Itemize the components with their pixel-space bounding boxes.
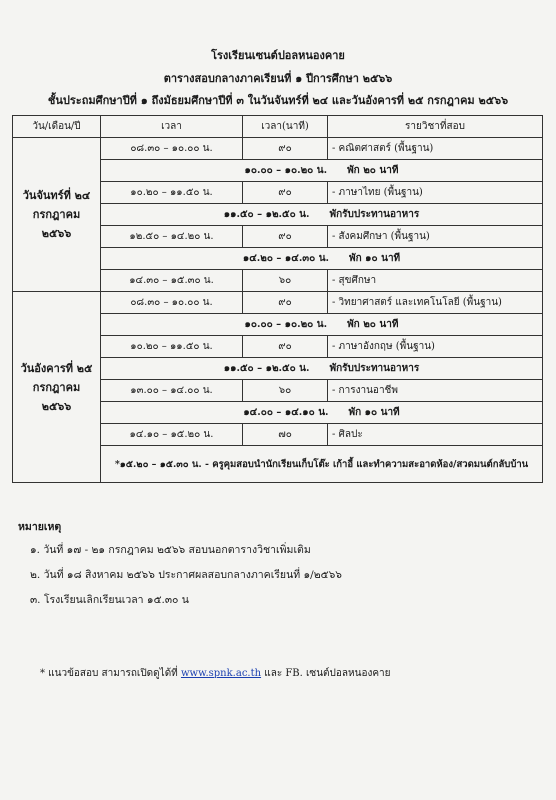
remarks-title: หมายเหตุ xyxy=(18,521,62,533)
footer-prefix: * แนวข้อสอบ สามารถเปิดดูได้ที่ xyxy=(40,668,178,679)
exam-time: ๑๓.๐๐ – ๑๔.๐๐ น. xyxy=(101,380,243,402)
exam-minutes: ๗๐ xyxy=(243,424,328,446)
exam-time: ๑๒.๕๐ – ๑๔.๒๐ น. xyxy=(101,226,243,248)
break-time: ๑๐.๐๐ – ๑๐.๒๐ น. xyxy=(244,319,328,330)
break-time: ๑๔.๒๐ – ๑๔.๓๐ น. xyxy=(242,253,330,264)
remark-item: ๒. วันที่ ๑๘ สิงหาคม ๒๕๖๖ ประกาศผลสอบกลางภาคเรียนที่ ๑/๒๕๖๖ xyxy=(30,569,342,581)
remark-item: ๑. วันที่ ๑๗ - ๒๑ กรกฎาคม ๒๕๖๖ สอบนอกตารางวิชาเพิ่มเติม xyxy=(30,544,311,556)
col-header-minutes: เวลา(นาที) xyxy=(243,116,328,138)
break-label: พักรับประทานอาหาร xyxy=(329,209,420,220)
break-time: ๑๑.๕๐ – ๑๒.๕๐ น. xyxy=(223,363,310,374)
footer-suffix: และ FB. เซนต์ปอลหนองคาย xyxy=(264,668,391,679)
exam-time: ๑๐.๒๐ – ๑๑.๕๐ น. xyxy=(101,336,243,358)
col-header-time: เวลา xyxy=(101,116,243,138)
remarks-section xyxy=(18,518,342,616)
exam-subject: - คณิตศาสตร์ (พื้นฐาน) xyxy=(328,138,543,160)
table-row xyxy=(13,292,543,314)
exam-minutes: ๙๐ xyxy=(243,336,328,358)
exam-minutes: ๖๐ xyxy=(243,380,328,402)
exam-subject: - สุขศึกษา xyxy=(328,270,543,292)
remark-item: ๓. โรงเรียนเลิกเรียนเวลา ๑๕.๓๐ น xyxy=(30,594,189,606)
exam-minutes: ๙๐ xyxy=(243,226,328,248)
exam-subject: - สังคมศึกษา (พื้นฐาน) xyxy=(328,226,543,248)
table-row xyxy=(13,138,543,160)
break-time: ๑๑.๕๐ – ๑๒.๕๐ น. xyxy=(223,209,310,220)
exam-subject: - ศิลปะ xyxy=(328,424,543,446)
exam-time: ๑๔.๑๐ – ๑๕.๒๐ น. xyxy=(101,424,243,446)
break-label: พัก ๑๐ นาที xyxy=(349,253,401,264)
exam-schedule-table xyxy=(12,115,543,483)
exam-minutes: ๙๐ xyxy=(243,292,328,314)
exam-minutes: ๖๐ xyxy=(243,270,328,292)
exam-minutes: ๙๐ xyxy=(243,182,328,204)
col-header-subject: รายวิชาที่สอบ xyxy=(328,116,543,138)
break-label: พัก ๑๐ นาที xyxy=(348,407,400,418)
table-header-row xyxy=(13,116,543,138)
break-time: ๑๔.๐๐ – ๑๔.๑๐ น. xyxy=(243,407,329,418)
schedule-title: ตารางสอบกลางภาคเรียนที่ ๑ ปีการศึกษา ๒๕๖๖ xyxy=(163,72,393,85)
col-header-date: วัน/เดือน/ปี xyxy=(13,116,101,138)
website-link[interactable]: www.spnk.ac.th xyxy=(180,668,262,679)
day-cell-tuesday: วันอังคารที่ ๒๕ กรกฎาคม ๒๕๖๖ xyxy=(13,292,101,483)
exam-subject: - ภาษาอังกฤษ (พื้นฐาน) xyxy=(328,336,543,358)
exam-time: ๑๐.๒๐ – ๑๑.๕๐ น. xyxy=(101,182,243,204)
footer-note xyxy=(40,666,391,681)
school-name: โรงเรียนเซนต์ปอลหนองคาย xyxy=(211,49,345,62)
exam-time: ๐๘.๓๐ – ๑๐.๐๐ น. xyxy=(101,292,243,314)
exam-subject: - วิทยาศาสตร์ และเทคโนโลยี (พื้นฐาน) xyxy=(328,292,543,314)
schedule-subtitle: ชั้นประถมศึกษาปีที่ ๑ ถึงมัธยมศึกษาปีที่ ๓ ในวันจันทร์ที่ ๒๔ และวันอังคารที่ ๒๕ กรกฎาคม ๒๕๖๖ xyxy=(47,94,509,107)
cleanup-footnote: *๑๕.๒๐ – ๑๕.๓๐ น. - ครูคุมสอบนำนักเรียนเก็บโต๊ะ เก้าอี้ และทำความสะอาดห้อง/สวดมนต์กลับบ้าน xyxy=(101,446,543,483)
break-time: ๑๐.๐๐ – ๑๐.๒๐ น. xyxy=(244,165,328,176)
break-label: พักรับประทานอาหาร xyxy=(329,363,420,374)
day-cell-monday: วันจันทร์ที่ ๒๔ กรกฎาคม ๒๕๖๖ xyxy=(13,138,101,292)
exam-subject: - ภาษาไทย (พื้นฐาน) xyxy=(328,182,543,204)
exam-time: ๑๔.๓๐ – ๑๕.๓๐ น. xyxy=(101,270,243,292)
exam-minutes: ๙๐ xyxy=(243,138,328,160)
exam-subject: - การงานอาชีพ xyxy=(328,380,543,402)
exam-time: ๐๘.๓๐ – ๑๐.๐๐ น. xyxy=(101,138,243,160)
break-label: พัก ๒๐ นาที xyxy=(347,165,399,176)
break-label: พัก ๒๐ นาที xyxy=(347,319,399,330)
